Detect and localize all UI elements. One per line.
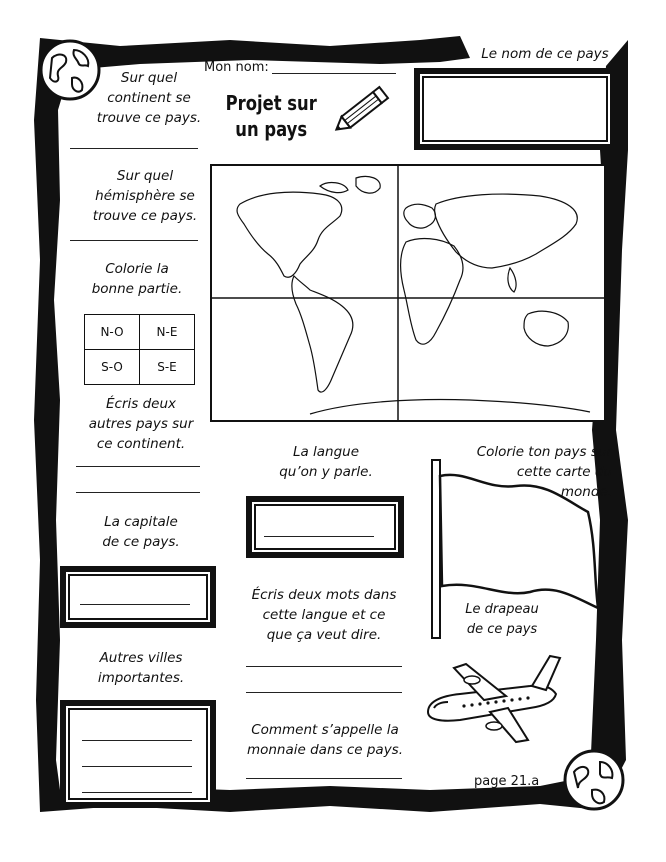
country-name-box[interactable] [414,68,616,150]
capital-box[interactable] [60,566,216,628]
capital-question: La capitale de ce pays. [102,514,180,550]
airplane-icon [420,650,570,750]
page-title: Projet sur un pays [225,91,317,141]
quadrant-ne[interactable]: N-E [140,315,195,350]
name-label: Mon nom: [204,60,269,75]
two-words-question: Écris deux mots dans cette langue et ce que ça veut dire. [251,587,397,643]
currency-question: Comment s’appelle la monnaie dans ce pays. [246,722,404,758]
currency-answer-line[interactable] [246,778,402,779]
continent-answer-line[interactable] [70,148,198,149]
word-line-2[interactable] [246,692,402,693]
word-line-1[interactable] [246,666,402,667]
pencil-icon [328,80,398,140]
continent-question: Sur quel continent se trouve ce pays. [96,70,202,126]
quadrant-se[interactable]: S-E [140,350,195,385]
name-line[interactable] [272,73,396,74]
city-line-1[interactable] [82,740,192,741]
colour-part-question: Colorie la bonne partie. [91,261,183,297]
flag-caption: Le drapeau de ce pays [465,602,539,637]
other-countries-question: Écris deux autres pays sur ce continent. [88,396,194,452]
quadrant-sw[interactable]: S-O [85,350,140,385]
globe-icon [562,748,626,812]
country-name-label: Le nom de ce pays [481,46,609,62]
other-cities-question: Autres villes importantes. [97,650,185,686]
hemisphere-grid [84,314,195,385]
other-country-line-2[interactable] [76,492,200,493]
quadrant-nw[interactable]: N-O [85,315,140,350]
city-line-2[interactable] [82,766,192,767]
hemisphere-question: Sur quel hémisphère se trouve ce pays. [92,168,198,224]
colour-country-question: Colorie ton pays sur cette carte du monde. [476,444,612,500]
page-number: page 21.a [474,774,540,789]
capital-answer-line[interactable] [80,604,190,605]
language-question: La langue qu’on y parle. [279,444,373,480]
world-map[interactable] [210,164,606,422]
language-box[interactable] [246,496,404,558]
hemisphere-answer-line[interactable] [70,240,198,241]
city-line-3[interactable] [82,792,192,793]
other-country-line-1[interactable] [76,466,200,467]
language-answer-line[interactable] [264,536,374,537]
